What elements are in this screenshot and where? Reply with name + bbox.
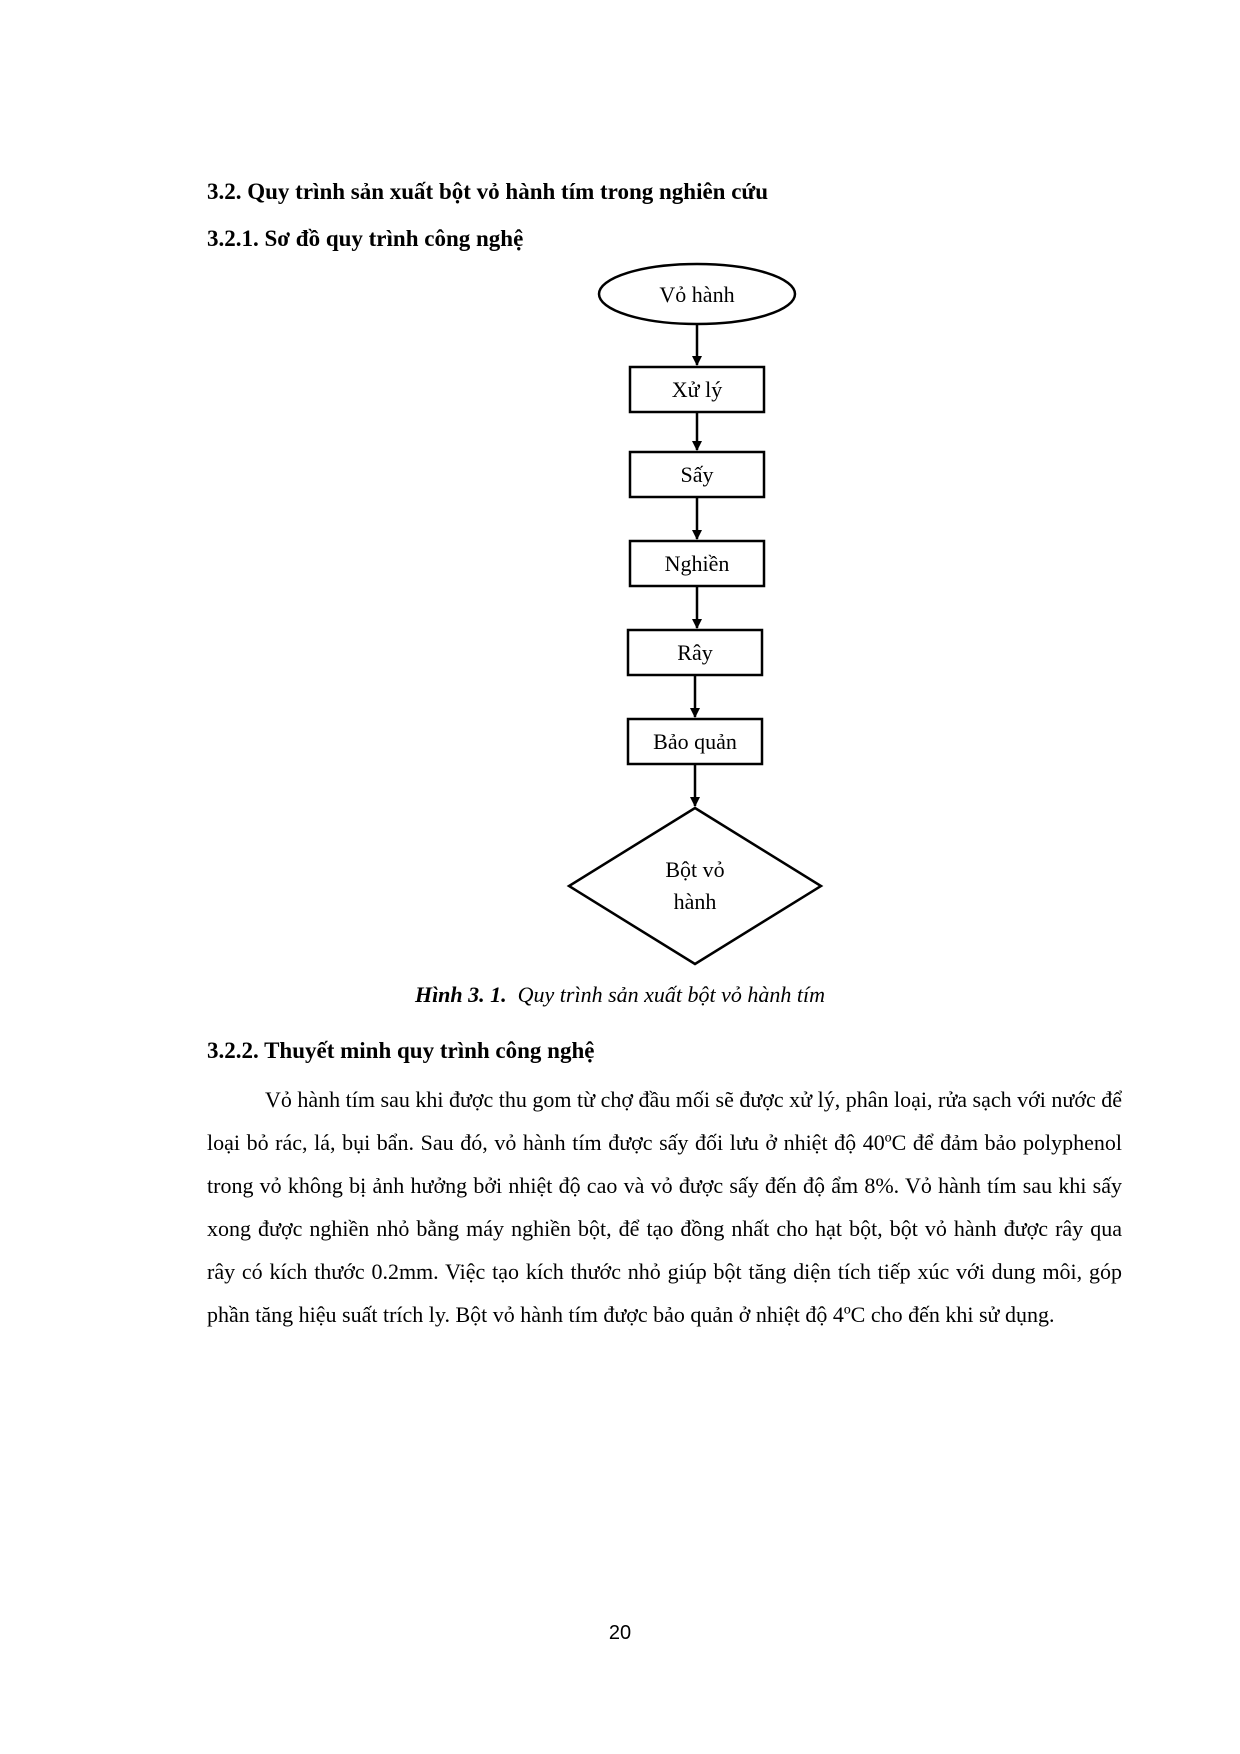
process-step-label: Rây: [677, 640, 713, 665]
process-step-label: Bảo quản: [653, 729, 737, 754]
body-paragraph: Vỏ hành tím sau khi được thu gom từ chợ đầu mối sẽ được xử lý, phân loại, rửa sạch với nước để loại bỏ rác, lá, bụi bẩn. Sau đó, vỏ hành tím được sấy đối lưu ở nhiệt độ 40ºC để đảm bảo polyphenol trong vỏ không bị ảnh hưởng bởi nhiệt độ cao và vỏ được sấy đến độ ẩm 8%. Vỏ hành tím sau khi sấy xong được nghiền nhỏ bằng máy nghiền bột, để tạo đồng nhất cho hạt bột, bột vỏ hành được rây qua rây có kích thước 0.2mm. Việc tạo kích thước nhỏ giúp bột tăng diện tích tiếp xúc với dung môi, góp phần tăng hiệu suất trích ly. Bột vỏ hành tím được bảo quản ở nhiệt độ 4ºC cho đến khi sử dụng.: [207, 1087, 1122, 1327]
figure-caption: [0, 982, 1240, 1008]
process-step-label: Xử lý: [671, 377, 723, 402]
figure-caption-text: Quy trình sản xuất bột vỏ hành tím: [517, 982, 826, 1007]
end-node: [569, 808, 821, 964]
process-step-label: Nghiền: [664, 551, 730, 576]
page-number: 20: [608, 1622, 632, 1644]
section-heading: 3.2. Quy trình sản xuất bột vỏ hành tím trong nghiên cứu: [207, 179, 769, 204]
figure-caption-label: Hình 3. 1.: [414, 982, 507, 1007]
end-node-label-line-1: Bột vỏ: [665, 857, 725, 882]
end-node-label-line-2: hành: [673, 889, 717, 914]
subsection-heading-diagram: 3.2.1. Sơ đồ quy trình công nghệ: [207, 226, 524, 251]
process-step-label: Sấy: [680, 462, 714, 487]
subsection-heading-description: 3.2.2. Thuyết minh quy trình công nghệ: [207, 1038, 595, 1063]
start-node-label: Vỏ hành: [659, 282, 735, 307]
